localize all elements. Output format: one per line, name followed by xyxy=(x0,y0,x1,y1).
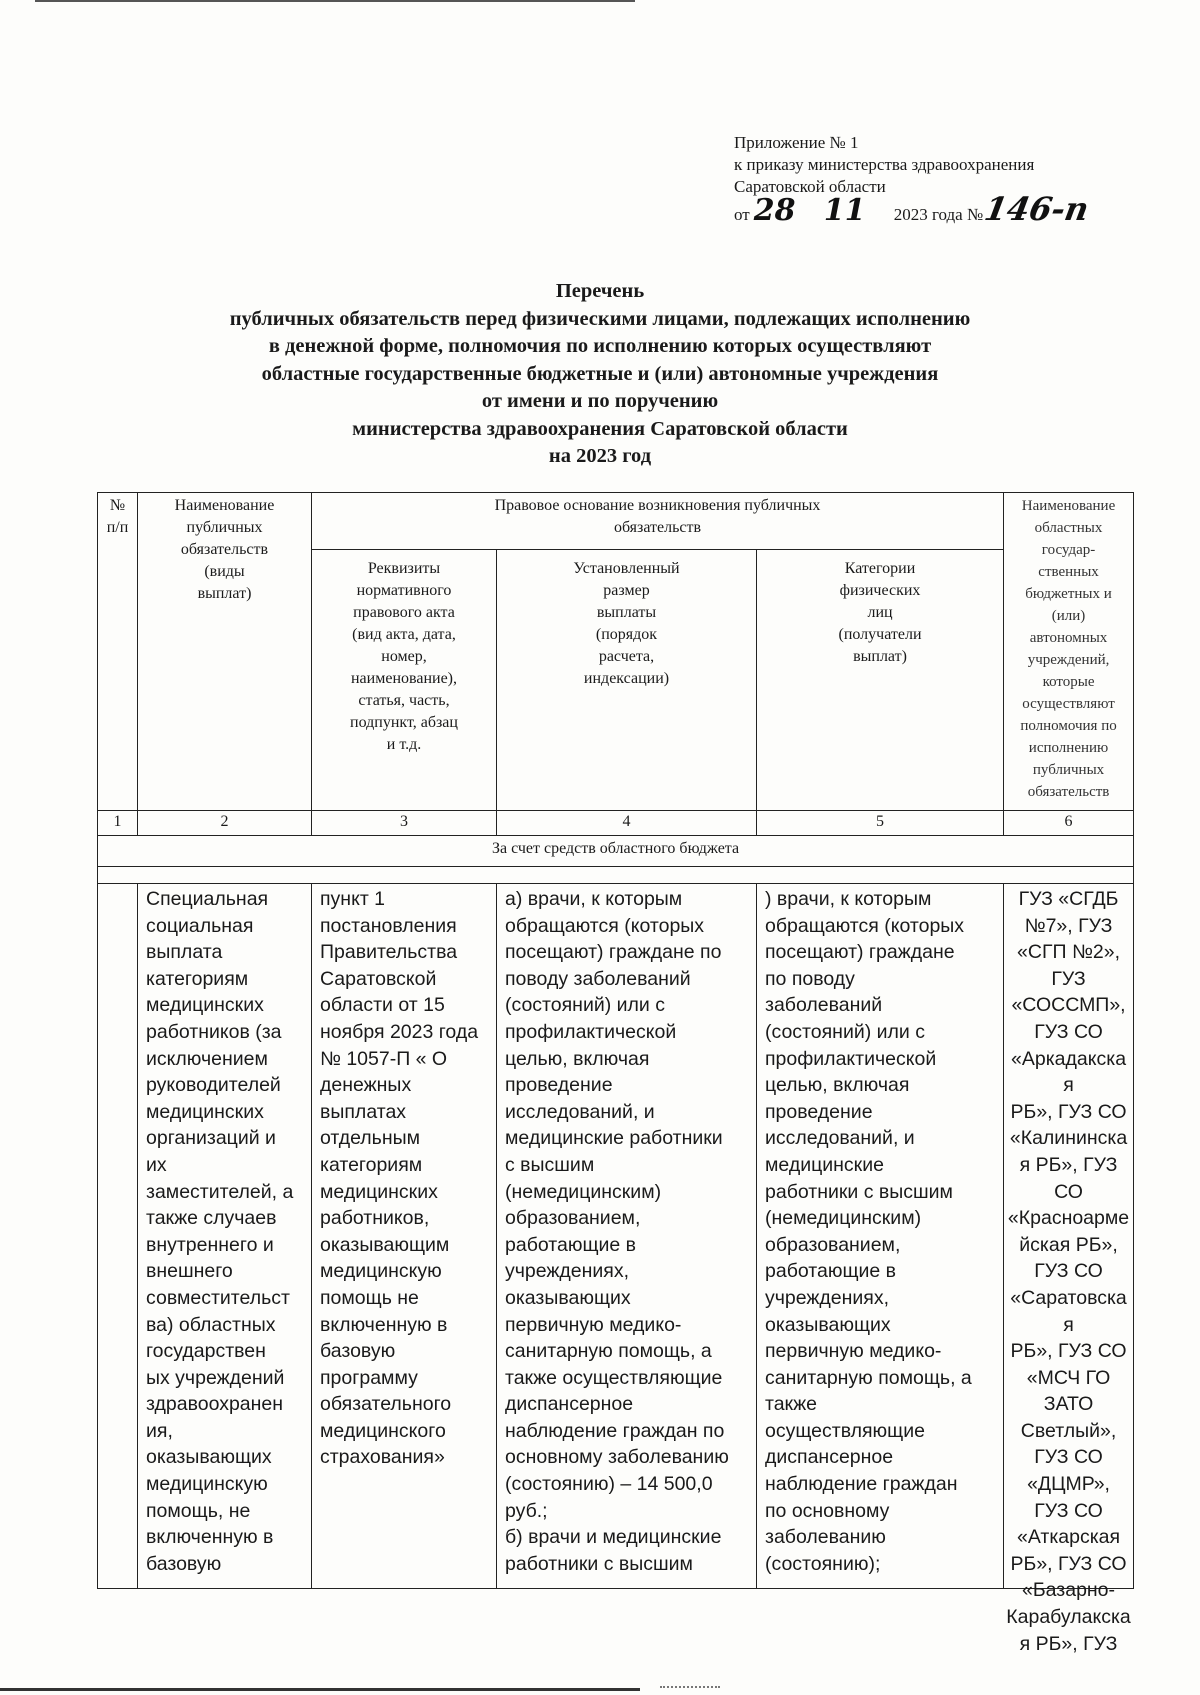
handwritten-order-number: 146-п xyxy=(981,190,1092,228)
column-number: 5 xyxy=(757,811,1004,836)
section-title: За счет средств областного бюджета xyxy=(98,836,1134,867)
header-categories: Категории физических лиц (получатели выплат) xyxy=(757,550,1004,811)
column-number: 3 xyxy=(312,811,497,836)
column-number: 1 xyxy=(98,811,138,836)
title-line: публичных обязательств перед физическими лицами, подлежащих исполнению xyxy=(229,307,971,330)
row-num xyxy=(98,884,138,1589)
title-line: Перечень xyxy=(555,280,645,302)
title-line: областные государственные бюджетные и (или) автономные учреждения xyxy=(261,362,939,385)
handwritten-day: 28 xyxy=(753,193,796,228)
row-obligation-name: Специальная социальная выплата категориям медицинских работников (за исключением руководителей медицинских организаций и их заместителей, а также случаев внутреннего и внешнего совместительст ва) областных государствен ых учреждений здравоохранен ия, оказывающих медицинскую помощь, не включенную в базовую xyxy=(138,884,312,1589)
row-institutions: ГУЗ «СГДБ №7», ГУЗ «СГП №2», ГУЗ «СОССМП», ГУЗ СО «Аркадакская РБ», ГУЗ СО «Калининска я РБ», ГУЗ СО «Красноарме йская РБ», ГУЗ СО «Саратовская РБ», ГУЗ СО «МСЧ ГО ЗАТО Светлый», ГУЗ СО «ДЦМР», ГУЗ СО «Аткарская РБ», ГУЗ СО «Базарно- Карабулакска я РБ», ГУЗ xyxy=(1004,884,1134,1589)
header-num: № п/п xyxy=(98,493,138,811)
appendix-title: Приложение № 1 xyxy=(734,133,859,152)
title-line: в денежной форме, полномочия по исполнению которых осуществляют xyxy=(268,335,932,357)
header-legal-act: Реквизиты нормативного правового акта (вид акта, дата, номер, наименование), статья, часть, подпункт, абзац и т.д. xyxy=(312,550,497,811)
scan-edge-bottom xyxy=(0,1688,640,1691)
scan-edge-top xyxy=(35,0,635,2)
column-number: 6 xyxy=(1004,811,1134,836)
appendix-order-ref: к приказу министерства здравоохранения xyxy=(734,155,1035,174)
column-number-row xyxy=(98,811,1134,836)
handwritten-month: 11 xyxy=(823,193,866,228)
date-prefix: от xyxy=(734,205,750,224)
appendix-block xyxy=(734,132,1092,228)
obligations-table xyxy=(97,492,1134,1655)
column-number: 4 xyxy=(497,811,757,836)
date-year: 2023 года № xyxy=(893,205,984,224)
spacer-row xyxy=(98,867,1134,884)
section-row xyxy=(98,836,1134,867)
title-line: на 2023 год xyxy=(548,445,652,467)
row-categories: ) врачи, к которым обращаются (которых посещают) граждане по поводу заболеваний (состояний) или с профилактической целью, включая проведение исследований, и медицинские работники с высшим (немедицинским) образованием, работающие в учреждениях, оказывающих первичную медико- санитарную помощь, а также осуществляющие диспансерное наблюдение граждан по основному заболеванию (состоянию); xyxy=(757,884,1004,1589)
spacer-cell xyxy=(98,867,1134,884)
scan-edge-bottom-dots xyxy=(660,1686,720,1688)
column-number: 2 xyxy=(138,811,312,836)
header-amount: Установленный размер выплаты (порядок расчета, индексации) xyxy=(497,550,757,811)
title-line: министерства здравоохранения Саратовской области xyxy=(352,417,848,440)
appendix-region: Саратовской области xyxy=(734,177,886,196)
document-title xyxy=(150,278,1050,471)
row-legal-act: пункт 1 постановления Правительства Саратовской области от 15 ноября 2023 года № 1057-П « О денежных выплатах отдельным категориям медицинских работников, оказывающим медицинскую помощь не включенную в базовую программу обязательного медицинского страхования» xyxy=(312,884,497,1589)
header-obligation-name: Наименование публичных обязательств (виды выплат) xyxy=(138,493,312,811)
header-institutions: Наименование областных государ- ственных бюджетных и (или) автономных учреждений, которые осуществляют полномочия по исполнению публичных обязательств xyxy=(1004,493,1134,811)
row-amount: а) врачи, к которым обращаются (которых посещают) граждане по поводу заболеваний (состояний) или с профилактической целью, включая проведение исследований, и медицинские работники с высшим (немедицинским) образованием, работающие в учреждениях, оказывающих первичную медико- санитарную помощь, а также осуществляющие диспансерное наблюдение граждан по основному заболеванию (состоянию) – 14 500,0 руб.; б) врачи и медицинские работники с высшим xyxy=(497,884,757,1589)
appendix-date-row xyxy=(734,190,1092,228)
header-legal-basis: Правовое основание возникновения публичных обязательств xyxy=(312,493,1004,550)
table-row xyxy=(98,884,1134,1589)
title-line: от имени и по поручению xyxy=(481,390,719,412)
header-row-1 xyxy=(98,493,1134,550)
